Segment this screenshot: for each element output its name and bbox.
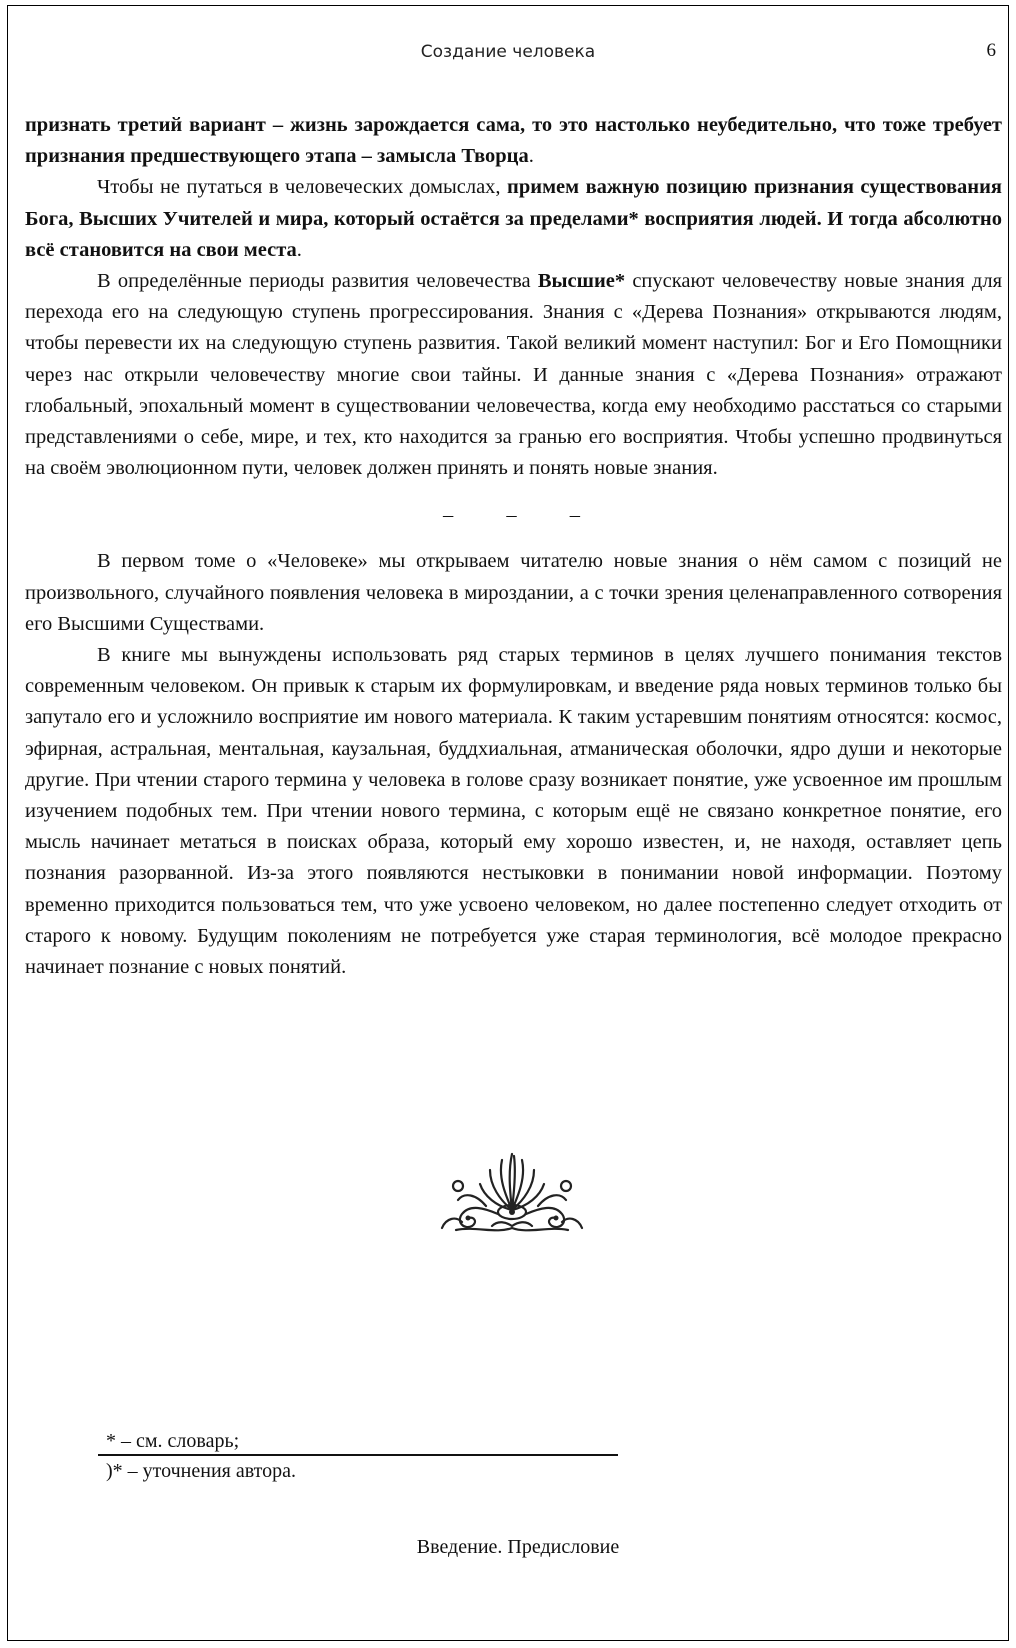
running-footer-title: Введение. Предисловие (416, 1536, 620, 1558)
footnotes (98, 1428, 618, 1486)
paragraph-5: В книге мы вынуждены использовать ряд старых терминов в целях лучшего понимания текстов современным человеком. Он привык к старым их формулировкам, и введение ряда новых терминов только бы запутало его и усложнило восприятие им нового материала. К таким устаревшим понятиям относятся: космос, эфирная, астральная, ментальная, каузальная, буддхиальная, атманическая оболочки, ядро души и некоторые другие. При чтении старого термина у человека в голове сразу возникает понятие, уже усвоенное им прошлым изучением подобных тем. При чтении нового термина, с которым ещё не связано конкретное понятие, его мысль начинает метаться в поисках образа, который ему хорошо известен, и, не находя, оставляет цепь познания разорванной. Из-за этого появляются нестыковки в понимании новой информации. Поэтому временно приходится пользоваться тем, что уже усвоено человеком, но далее постепенно следует отходить от старого к новому. Будущим поколениям не потребуется уже старая терминология, всё молодое прекрасно начинает познание с новых понятий. (25, 644, 1002, 979)
footnote-author-notes: )* – уточнения автора. (106, 1460, 297, 1482)
paragraph-2-end: . (296, 238, 302, 261)
running-header-title: Создание человека (420, 42, 596, 62)
footnote-dictionary: * – см. словарь; (98, 1428, 618, 1456)
paragraph-3 (25, 266, 1002, 484)
document-page (7, 5, 1009, 1641)
paragraph-3-start: В определённые периоды развития человечества (97, 270, 538, 293)
paragraph-1-end: . (528, 145, 534, 168)
paragraph-4: В первом томе о «Человеке» мы открываем читателю новые знания о нём самом с позиций не произвольного, случайного появления человека в мироздании, а с точки зрения целенаправленного сотворения его Высшими Существами. (25, 550, 1002, 635)
palmette-ornament-icon (436, 1148, 588, 1236)
body-text (25, 110, 1002, 983)
paragraph-3-bold: Высшие* (537, 270, 626, 293)
paragraph-1 (25, 110, 1002, 172)
paragraph-2 (25, 172, 1002, 266)
paragraph-3-rest: спускают человечеству новые знания для перехода его на следующую ступень прогрессирования. Знания с «Дерева Познания» открываются людям, чтобы перевести их на следующую ступень развития. Такой великий момент наступил: Бог и Его Помощники через нас открыли человечеству многие свои тайны. И данные знания с «Дерева Познания» отражают глобальный, эпохальный момент в существовании человечества, когда ему необходимо расстаться со старыми представлениями о себе, мире, и тех, кто находится за гранью его восприятия. Чтобы успешно продвинуться на своём эволюционном пути, человек должен принять и понять новые знания. (25, 270, 1002, 480)
paragraph-2-bold: примем важную позицию признания существования Бога, Высших Учителей и мира, который остаётся за пределами* восприятия людей. И тогда абсолютно всё становится на свои места (25, 176, 1002, 261)
paragraph-2-start: Чтобы не путаться в человеческих домыслах, (97, 176, 508, 199)
paragraph-1-bold: признать третий вариант – жизнь зарождается сама, то это настолько неубедительно, что тоже требует признания предшествующего этапа – замысла Творца (25, 114, 1002, 168)
section-separator: – – – (443, 504, 604, 527)
page-number: 6 (986, 40, 996, 61)
